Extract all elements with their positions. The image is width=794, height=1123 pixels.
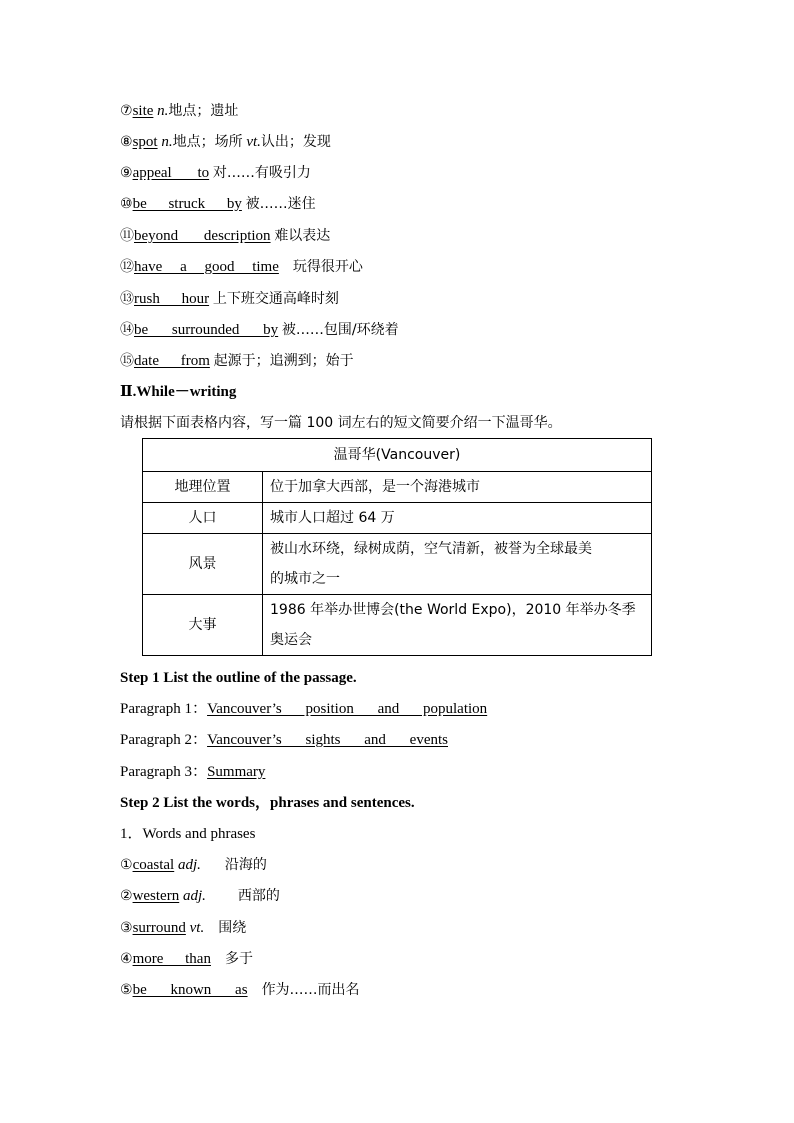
step1-paragraph-2	[120, 730, 448, 750]
vocab-meaning: 玩得很开心	[292, 259, 363, 275]
item-number: ④	[120, 951, 133, 967]
word-meaning: 沿海的	[224, 857, 267, 873]
word-item-1	[120, 855, 267, 875]
paragraph-label: Paragraph 3：	[120, 764, 208, 780]
item-number: ⑤	[120, 982, 133, 998]
paragraph-answer: Summary	[207, 764, 266, 780]
vocab-item-7	[120, 101, 238, 121]
row-content-line: 奥运会	[270, 632, 312, 648]
item-number: ②	[120, 888, 133, 904]
word-item-3	[120, 918, 246, 938]
item-number: ⑨	[120, 165, 133, 181]
part-of-speech: vt.	[246, 134, 261, 150]
vocab-meaning: 起源于；追溯到；始于	[213, 353, 354, 369]
item-number: ⑧	[120, 134, 133, 150]
part-of-speech: vt.	[189, 920, 205, 936]
paragraph-label: Paragraph 2：	[120, 732, 208, 748]
vocab-term: appeal to	[132, 165, 210, 181]
vocab-meaning: 地点；遗址	[168, 103, 239, 119]
step2-subheading: 1．Words and phrases	[120, 826, 256, 842]
row-content: 位于加拿大西部，是一个海港城市	[263, 472, 652, 503]
vocab-item-12	[120, 257, 363, 277]
word-item-4	[120, 949, 253, 969]
vocab-meaning: 对……有吸引力	[212, 165, 311, 181]
item-number: ①	[120, 857, 133, 873]
part-of-speech: n.	[161, 134, 173, 150]
row-content	[263, 534, 652, 595]
vocab-term: rush hour	[134, 291, 210, 307]
item-number: ⑦	[120, 103, 133, 119]
vocab-meaning: 上下班交通高峰时刻	[212, 291, 339, 307]
vocab-term: date from	[134, 353, 210, 369]
part-of-speech: adj.	[182, 888, 206, 904]
item-number: ⑬	[120, 291, 134, 307]
word-term: be known as	[132, 982, 248, 998]
word-term: more than	[132, 951, 211, 967]
vocab-meaning: 被……迷住	[245, 196, 316, 212]
vocab-item-15	[120, 351, 354, 371]
row-content-line: 的城市之一	[270, 571, 340, 587]
word-term: western	[132, 888, 180, 904]
word-meaning: 作为……而出名	[261, 982, 360, 998]
paragraph-label: Paragraph 1：	[120, 701, 208, 717]
vocab-meaning: 认出；发现	[260, 134, 331, 150]
table-header	[143, 439, 652, 472]
part-of-speech: n.	[157, 103, 169, 119]
vancouver-info-table	[142, 438, 652, 656]
vocab-term: be struck by	[132, 196, 242, 212]
word-term: surround	[132, 920, 186, 936]
step2-title: Step 2 List the words，phrases and sentences.	[120, 795, 415, 811]
row-label: 大事	[143, 595, 263, 656]
vocab-meaning: 地点；场所	[172, 134, 243, 150]
vocab-item-13	[120, 289, 339, 309]
item-number: ③	[120, 920, 133, 936]
vocab-meaning: 难以表达	[274, 228, 331, 244]
item-number: ⑩	[120, 196, 133, 212]
row-content-line: 1986 年举办世博会(the World Expo)，2010 年举办冬季	[270, 602, 636, 618]
vocab-item-11	[120, 226, 330, 246]
step1-title: Step 1 List the outline of the passage.	[120, 670, 357, 686]
vocab-item-14	[120, 320, 399, 340]
paragraph-answer: Vancouver’s sights and events	[207, 732, 448, 748]
word-item-5	[120, 980, 360, 1000]
vocab-item-10	[120, 194, 316, 214]
row-label: 地理位置	[143, 472, 263, 503]
part-of-speech: adj.	[177, 857, 201, 873]
word-meaning: 西部的	[237, 888, 280, 904]
row-content	[263, 595, 652, 656]
vocab-term: site	[132, 103, 154, 119]
row-label: 风景	[143, 534, 263, 595]
vocab-term: have a good time	[134, 259, 279, 275]
vocab-term: spot	[132, 134, 158, 150]
section-title: Ⅱ.While－writing	[120, 384, 237, 400]
item-number: ⑭	[120, 322, 134, 338]
vocab-item-8	[120, 132, 331, 152]
word-meaning: 围绕	[218, 920, 247, 936]
row-content: 城市人口超过 64 万	[263, 503, 652, 534]
section-instruction: 请根据下面表格内容，写一篇 100 词左右的短文简要介绍一下温哥华。	[120, 415, 562, 431]
step1-paragraph-1	[120, 699, 487, 719]
vocab-term: beyond description	[134, 228, 271, 244]
item-number: ⑪	[120, 228, 134, 244]
table-row	[143, 595, 652, 656]
table-row	[143, 503, 652, 534]
item-number: ⑫	[120, 259, 134, 275]
vocab-meaning: 被……包围/环绕着	[281, 322, 399, 338]
step1-paragraph-3	[120, 762, 265, 782]
vocab-term: be surrounded by	[134, 322, 279, 338]
table-row	[143, 534, 652, 595]
word-term: coastal	[132, 857, 175, 873]
item-number: ⑮	[120, 353, 134, 369]
table-header-text: 温哥华(Vancouver)	[333, 447, 461, 463]
paragraph-answer: Vancouver’s position and population	[207, 701, 488, 717]
vocab-item-9	[120, 163, 311, 183]
row-label: 人口	[143, 503, 263, 534]
word-meaning: 多于	[224, 951, 253, 967]
row-content-line: 被山水环绕，绿树成荫，空气清新，被誉为全球最美	[270, 541, 592, 557]
word-item-2	[120, 886, 280, 906]
table-row	[143, 472, 652, 503]
